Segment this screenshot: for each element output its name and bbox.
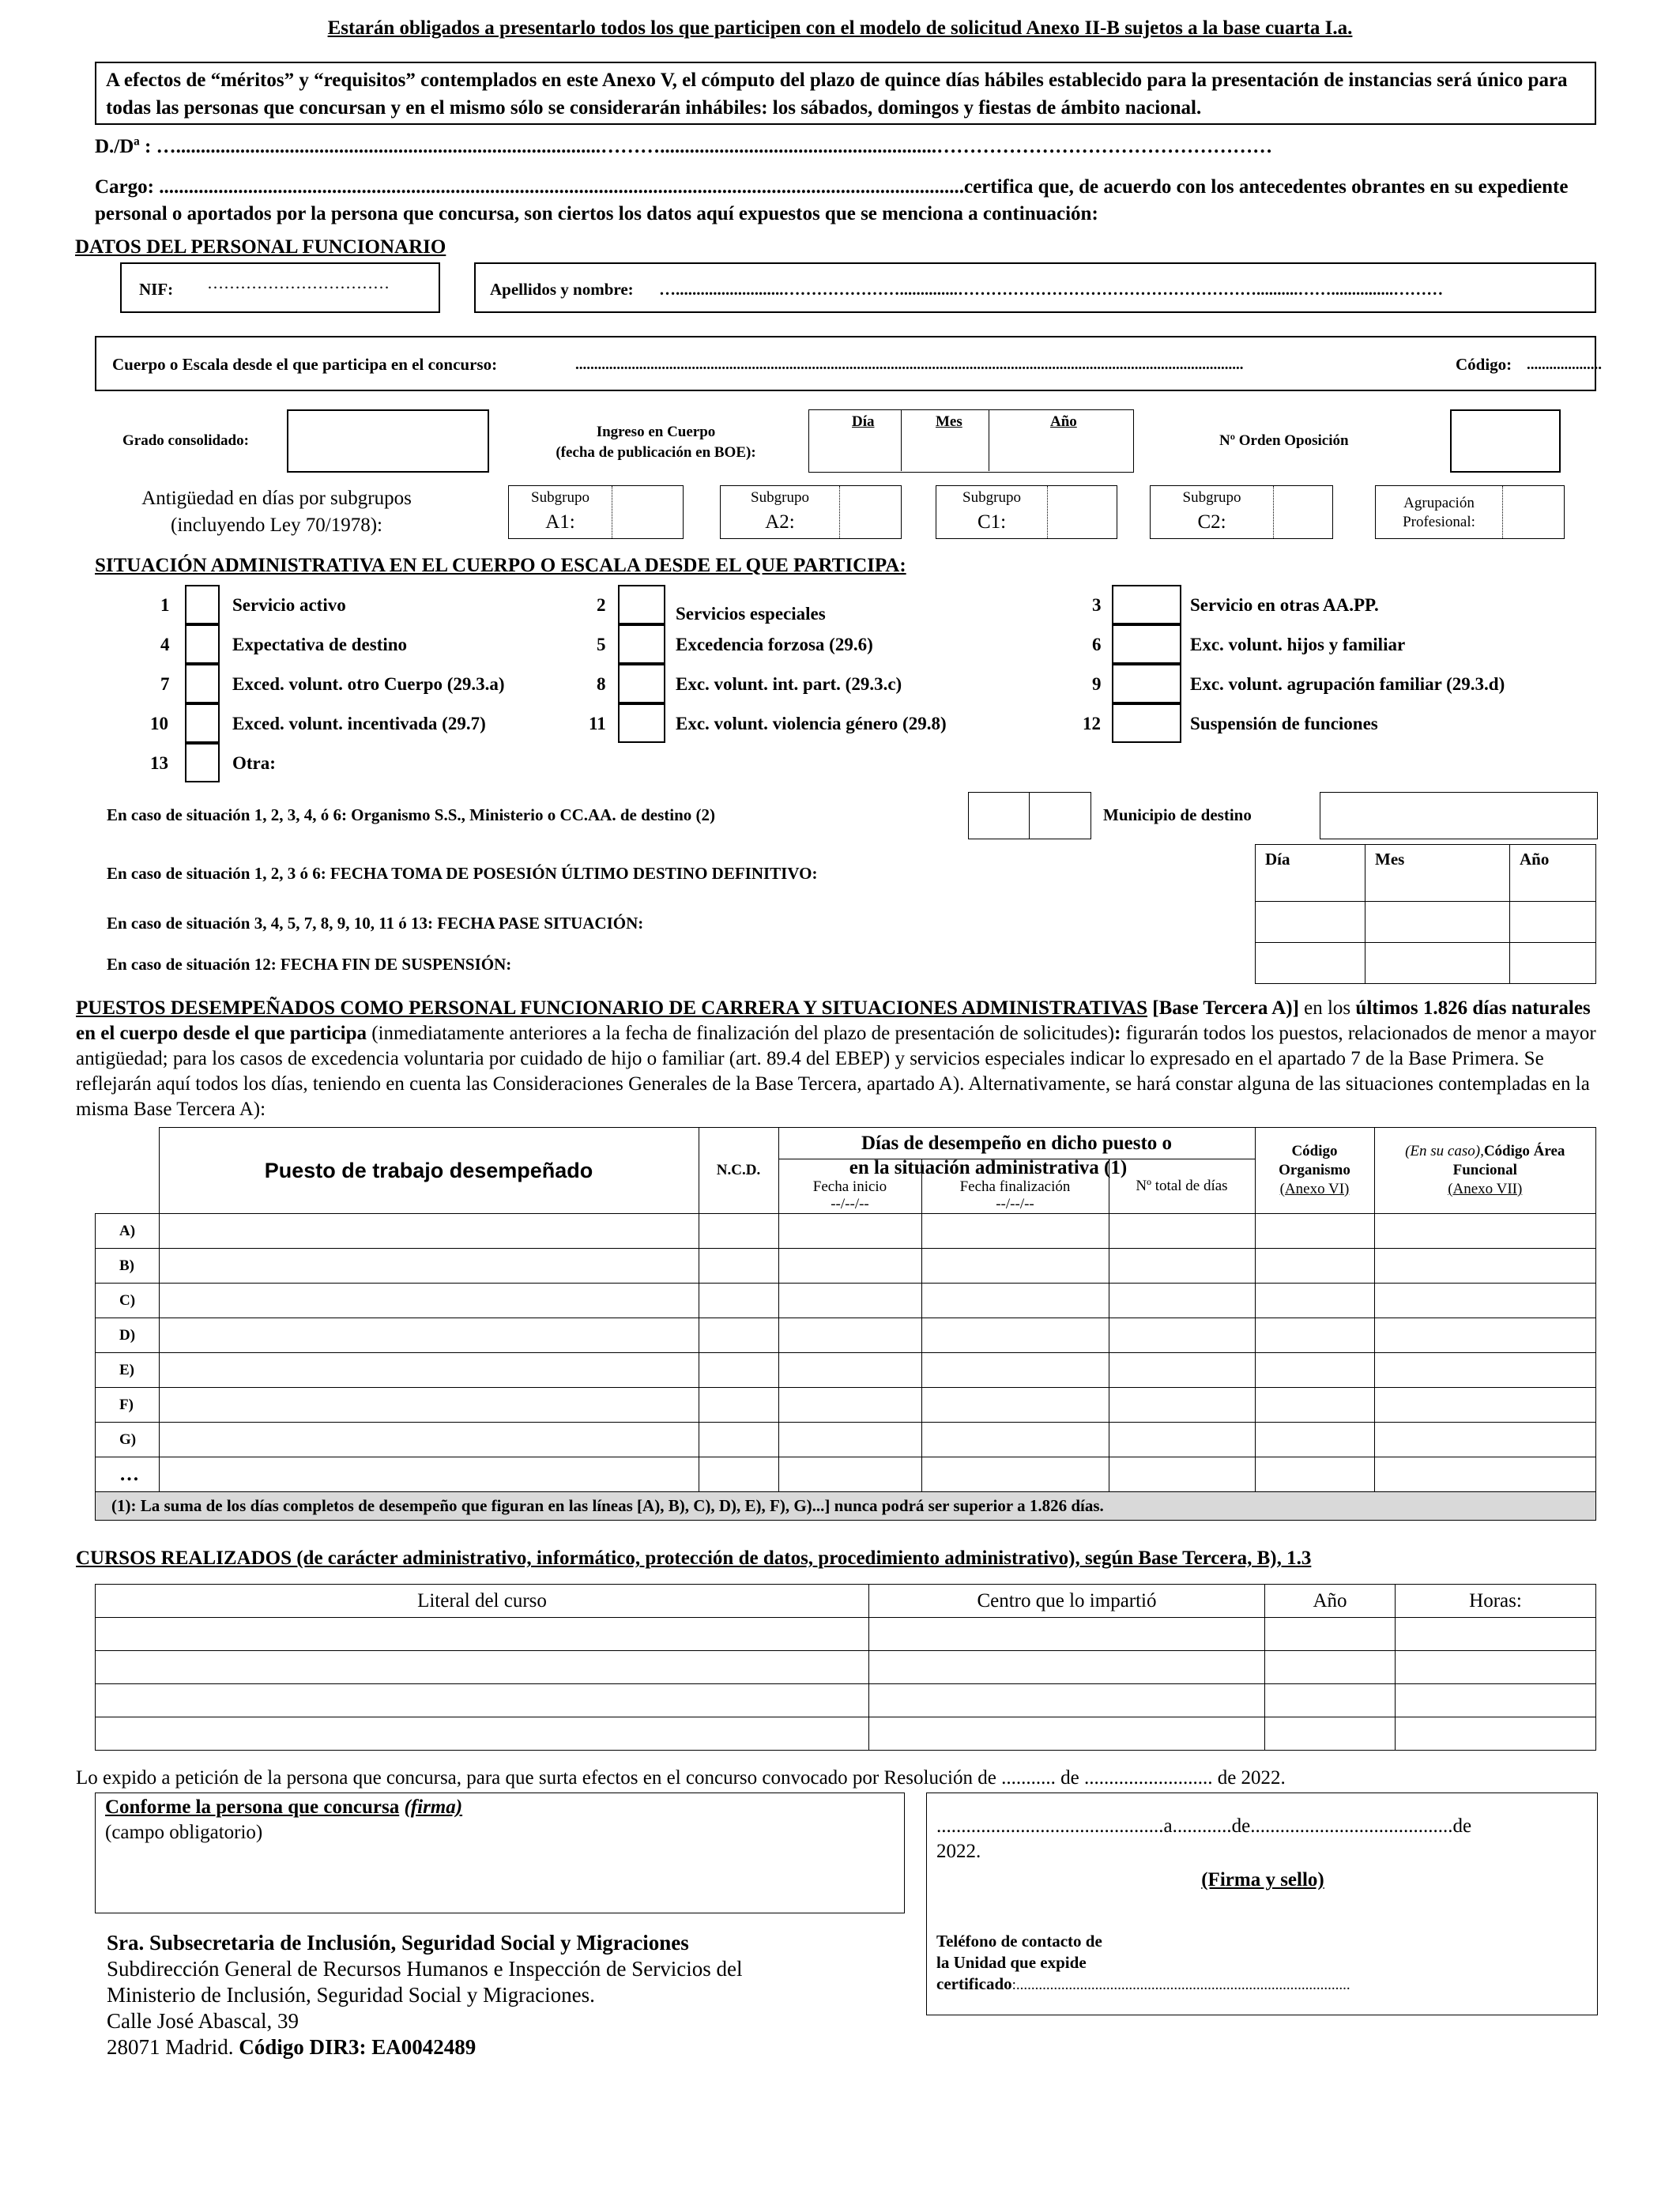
puestos-paragraph [76,996,1597,1122]
situacion-num-2: 2 [597,595,606,615]
top-notice: Estarán obligados a presentarlo todos los que participen con el modelo de solicitud Anexo II-B sujetos a la base cuarta I.a. [327,17,1353,39]
situacion-label-1: Servicio activo [232,595,346,615]
address-line-1: Sra. Subsecretaria de Inclusión, Seguridad Social y Migraciones [107,1931,689,1955]
orden-label: Nº Orden Oposición [1219,432,1349,449]
situacion-label-4: Expectativa de destino [232,635,408,654]
personal-heading: DATOS DEL PERSONAL FUNCIONARIO [75,236,446,258]
col-dias-2: en la situación administrativa (1) [849,1157,1128,1178]
table-row[interactable] [96,1684,1596,1717]
subgroup-c1[interactable] [936,485,1117,539]
date-grid-anio: Año [1510,845,1596,902]
subgroup-c2-top: Subgrupo [1182,489,1241,506]
situacion-num-8: 8 [597,674,606,694]
merits-notice-box [95,62,1596,125]
situacion-checkbox-10[interactable] [185,703,220,743]
puestos-text-d: : [1114,1023,1126,1044]
situacion-checkbox-7[interactable] [185,664,220,703]
municipio-field[interactable] [1320,792,1598,839]
row-label: B) [96,1249,160,1284]
ingreso-anio: Año [1050,413,1077,430]
situacion-num-1: 1 [160,595,170,615]
ingreso-date-box[interactable] [808,409,1134,473]
ingreso-mes: Mes [936,413,962,430]
table-row[interactable] [96,1214,1596,1249]
situacion-checkbox-3[interactable] [1112,585,1181,624]
grado-field[interactable] [287,409,489,473]
nif-dots: …………………………… [207,273,390,292]
address-line-3: Ministerio de Inclusión, Seguridad Social y Migraciones. [107,1983,595,2007]
situacion-num-11: 11 [589,714,606,733]
date-fin-anio[interactable] [1510,943,1596,984]
row-label: D) [96,1318,160,1353]
col-area [1374,1128,1596,1214]
situacion-label-3: Servicio en otras AA.PP. [1190,595,1379,615]
firma-sello: (Firma y sello) [1201,1869,1324,1891]
col-area-1b: Código Área [1483,1143,1565,1159]
subgroup-a2[interactable] [720,485,902,539]
subgroup-a1[interactable] [508,485,684,539]
situacion-date-grid [1255,844,1596,984]
situacion-label-7: Exced. volunt. otro Cuerpo (29.3.a) [232,674,505,694]
dd-line [95,136,1272,158]
municipio-label: Municipio de destino [1103,805,1252,824]
row-label: G) [96,1423,160,1457]
subgroup-c2[interactable] [1150,485,1333,539]
col-puesto: Puesto de trabajo desempeñado [159,1128,699,1214]
date-fin-dia[interactable] [1256,943,1365,984]
situacion-checkbox-11[interactable] [618,703,665,743]
subgroup-c1-code: C1: [977,511,1007,533]
puestos-text-c: (inmediatamente anteriores a la fecha de finalización del plazo de presentación de solicitudes) [367,1023,1115,1044]
situacion-label-11: Exc. volunt. violencia género (29.8) [676,714,947,733]
cargo-text: certifica que, de acuerdo con los antecedentes obrantes en su expediente personal o aportados por la persona que concursa, son ciertos los datos aquí expuestos que se menciona a continuación: [95,176,1569,224]
cargo-label: Cargo: [95,176,154,198]
date-pase-dia[interactable] [1256,902,1365,943]
name-dots: …..........................…………………..............………………………………………………..........……...............……… [659,280,1444,299]
grado-label: Grado consolidado: [122,432,249,449]
fecha-toma-label: En caso de situación 1, 2, 3 ó 6: FECHA TOMA DE POSESIÓN ÚLTIMO DESTINO DEFINITIVO: [107,864,818,883]
dd-field[interactable]: …......................................................................................………........................................................…………………………………………… [156,136,1273,157]
ingreso-label [537,422,774,463]
col-literal: Literal del curso [96,1585,869,1618]
date-pase-mes[interactable] [1365,902,1510,943]
situacion-num-10: 10 [150,714,168,733]
cuerpo-dots: .................................................................................................................................................................................. [575,356,1244,373]
col-dias [778,1128,1255,1159]
date-grid-dia: Día [1256,845,1365,902]
date-line: ..............................................a............de.........................................de [936,1815,1472,1837]
col-area-2: Funcional [1452,1162,1517,1178]
puestos-heading-base: [Base Tercera A)] [1152,997,1299,1019]
situacion-checkbox-2[interactable] [618,585,665,624]
subgroup-a1-code: A1: [545,511,575,533]
puestos-heading: PUESTOS DESEMPEÑADOS COMO PERSONAL FUNCIONARIO DE CARRERA Y SITUACIONES ADMINISTRATIVAS [76,997,1148,1019]
situacion-heading: SITUACIÓN ADMINISTRATIVA EN EL CUERPO O ESCALA DESDE EL QUE PARTICIPA: [95,555,906,576]
situacion-checkbox-6[interactable] [1112,624,1181,664]
telefono-label-2: la Unidad que expide [936,1953,1087,1972]
antiguedad-label [119,485,435,539]
organismo-field[interactable] [968,792,1091,839]
row-label: C) [96,1284,160,1318]
situacion-num-12: 12 [1083,714,1101,733]
puestos-text-e: figurarán todos los puestos, relacionados de menor a mayor antigüedad; para los casos de excedencia voluntaria por cuidado de hijo o familiar (art. 89.4 del EBEP) y servicios especiales indicar lo expresado en el apartado 7 de la Base Primera. Se reflejarán aquí todos los días, teniendo en cuenta las Consideraciones Generales de la Base Tercera, apartado A). Alternativamente, se hará constar alguna de las situaciones contempladas en la misma Base Tercera A): [76,1023,1596,1120]
situacion-checkbox-13[interactable] [185,743,220,782]
col-inicio-ph: --/--/-- [831,1196,869,1212]
puestos-table [95,1127,1596,1521]
fecha-fin-label: En caso de situación 12: FECHA FIN DE SUSPENSIÓN: [107,955,512,974]
situacion-checkbox-9[interactable] [1112,664,1181,703]
fecha-pase-label: En caso de situación 3, 4, 5, 7, 8, 9, 10, 11 ó 13: FECHA PASE SITUACIÓN: [107,914,644,933]
col-inicio-label: Fecha inicio [812,1178,887,1195]
orden-field[interactable] [1450,409,1561,473]
puestos-text-b: últimos 1.826 días naturales en el cuerpo desde el que participa [76,997,1591,1044]
row-label: E) [96,1353,160,1388]
subgroup-a2-top: Subgrupo [751,489,809,506]
table-row[interactable] [96,1651,1596,1684]
cargo-field[interactable]: ................................................................................................................................................................... [159,176,964,198]
codigo-dots: .................... [1527,356,1602,373]
ingreso-label-2: (fecha de publicación en BOE): [556,444,756,461]
situacion-label-2: Servicios especiales [676,604,826,624]
cuerpo-label: Cuerpo o Escala desde el que participa en el concurso: [112,355,498,374]
date-grid-mes: Mes [1365,845,1510,902]
conforme-firma: (firma) [404,1796,463,1818]
firma-box[interactable] [926,1793,1598,2015]
subgroup-a2-code: A2: [765,511,795,533]
situacion-num-3: 3 [1092,595,1102,615]
situacion-label-13: Otra: [232,753,276,773]
organismo-label: En caso de situación 1, 2, 3, 4, ó 6: Organismo S.S., Ministerio o CC.AA. de destino (2) [107,805,716,824]
name-label: Apellidos y nombre: [490,280,634,299]
conforme-sub: (campo obligatorio) [105,1822,263,1843]
address-line-4: Calle José Abascal, 39 [107,2009,299,2033]
col-ncd: N.C.D. [699,1128,778,1214]
situacion-checkbox-1[interactable] [185,585,220,624]
situacion-checkbox-4[interactable] [185,624,220,664]
address-line-5a: 28071 Madrid. [107,2035,239,2059]
nif-label: NIF: [139,280,174,299]
col-dias-1: Días de desempeño en dicho puesto o [861,1132,1173,1154]
col-area-3: (Anexo VII) [1448,1181,1523,1197]
subgroup-c1-top: Subgrupo [962,489,1021,506]
conforme-title-line [105,1796,462,1819]
row-label: F) [96,1388,160,1423]
table-row[interactable] [96,1249,1596,1284]
date-fin-mes[interactable] [1365,943,1510,984]
table-row[interactable] [96,1618,1596,1651]
situacion-num-7: 7 [160,674,170,694]
conforme-box[interactable] [95,1793,905,1913]
nif-box[interactable] [120,262,440,313]
date-year: 2022. [936,1841,981,1862]
subgroup-a1-top: Subgrupo [531,489,590,506]
table-row[interactable] [96,1318,1596,1353]
cursos-heading: CURSOS REALIZADOS (de carácter administrativo, informático, protección de datos, procedimiento administrativo), según Base Tercera, B), 1.3 [76,1547,1312,1569]
col-total: Nº total de días [1109,1159,1255,1214]
situacion-label-8: Exc. volunt. int. part. (29.3.c) [676,674,902,694]
table-row[interactable] [96,1457,1596,1492]
table-row[interactable] [96,1353,1596,1388]
ingreso-label-1: Ingreso en Cuerpo [596,424,716,440]
col-codigo-3: (Anexo VI) [1279,1181,1350,1197]
merits-notice: A efectos de “méritos” y “requisitos” contemplados en este Anexo V, el cómputo del plazo de quince días hábiles establecido para la presentación de instancias será único para todas las personas que concursan y en el mismo sólo se considerarán inhábiles: los sábados, domingos y fiestas de ámbito nacional. [106,70,1568,119]
dd-label: D./Dª : [95,136,152,157]
agrupacion-label-2: Profesional: [1403,514,1475,530]
situacion-label-9: Exc. volunt. agrupación familiar (29.3.d) [1190,674,1505,694]
col-horas: Horas: [1396,1585,1596,1618]
telefono-label-3: certificado [936,1974,1012,1993]
codigo-label: Código: [1456,355,1512,374]
conforme-title: Conforme la persona que concursa [105,1796,400,1818]
row-label: A) [96,1214,160,1249]
puestos-footnote: (1): La suma de los días completos de desempeño que figuran en las líneas [A), B), C), D), E), F), G)...] nunca podrá ser superior a 1.826 días. [96,1492,1596,1521]
col-codigo [1255,1128,1374,1214]
telefono-label-1: Teléfono de contacto de [936,1932,1102,1951]
col-anio: Año [1265,1585,1396,1618]
puestos-text-a: en los [1298,997,1356,1019]
antiguedad-label-1: Antigüedad en días por subgrupos [141,488,412,509]
situacion-checkbox-8[interactable] [618,664,665,703]
table-row[interactable] [96,1423,1596,1457]
col-fin-label: Fecha finalización [959,1178,1071,1195]
col-codigo-2: Organismo [1279,1162,1350,1178]
cursos-table [95,1584,1596,1751]
situacion-num-4: 4 [160,635,170,654]
agrupacion-label-1: Agrupación [1403,495,1475,511]
antiguedad-label-2: (incluyendo Ley 70/1978): [171,515,382,536]
situacion-label-6: Exc. volunt. hijos y familiar [1190,635,1406,654]
ingreso-dia: Día [852,413,875,430]
situacion-num-5: 5 [597,635,606,654]
situacion-label-12: Suspensión de funciones [1190,714,1378,733]
situacion-checkbox-12[interactable] [1112,703,1181,743]
row-label: … [96,1457,160,1492]
col-fin-ph: --/--/-- [996,1196,1034,1212]
expido-text: Lo expido a petición de la persona que concursa, para que surta efectos en el concurso convocado por Resolución de ........... de .......................... de 2022. [76,1767,1286,1789]
cargo-paragraph [95,174,1588,228]
col-area-1: (En su caso), [1405,1143,1484,1159]
date-pase-anio[interactable] [1510,902,1596,943]
situacion-num-13: 13 [150,753,168,773]
situacion-num-6: 6 [1092,635,1102,654]
address-line-2: Subdirección General de Recursos Humanos e Inspección de Servicios del [107,1957,743,1981]
address-block [107,1930,743,2060]
telefono-field[interactable]: :......................................................................................... [1011,1977,1350,1993]
table-row[interactable] [96,1388,1596,1423]
situacion-num-9: 9 [1092,674,1102,694]
table-row[interactable] [96,1284,1596,1318]
col-centro: Centro que lo impartió [869,1585,1265,1618]
situacion-label-5: Excedencia forzosa (29.6) [676,635,873,654]
table-row[interactable] [96,1717,1596,1751]
address-line-5b: Código DIR3: EA0042489 [239,2035,477,2059]
situacion-checkbox-5[interactable] [618,624,665,664]
telefono-label [936,1931,1350,1996]
name-box[interactable] [474,262,1596,313]
col-codigo-1: Código [1291,1143,1338,1159]
agrupacion-profesional[interactable] [1375,485,1565,539]
subgroup-c2-code: C2: [1197,511,1226,533]
situacion-label-10: Exced. volunt. incentivada (29.7) [232,714,486,733]
cuerpo-box[interactable] [95,336,1602,391]
